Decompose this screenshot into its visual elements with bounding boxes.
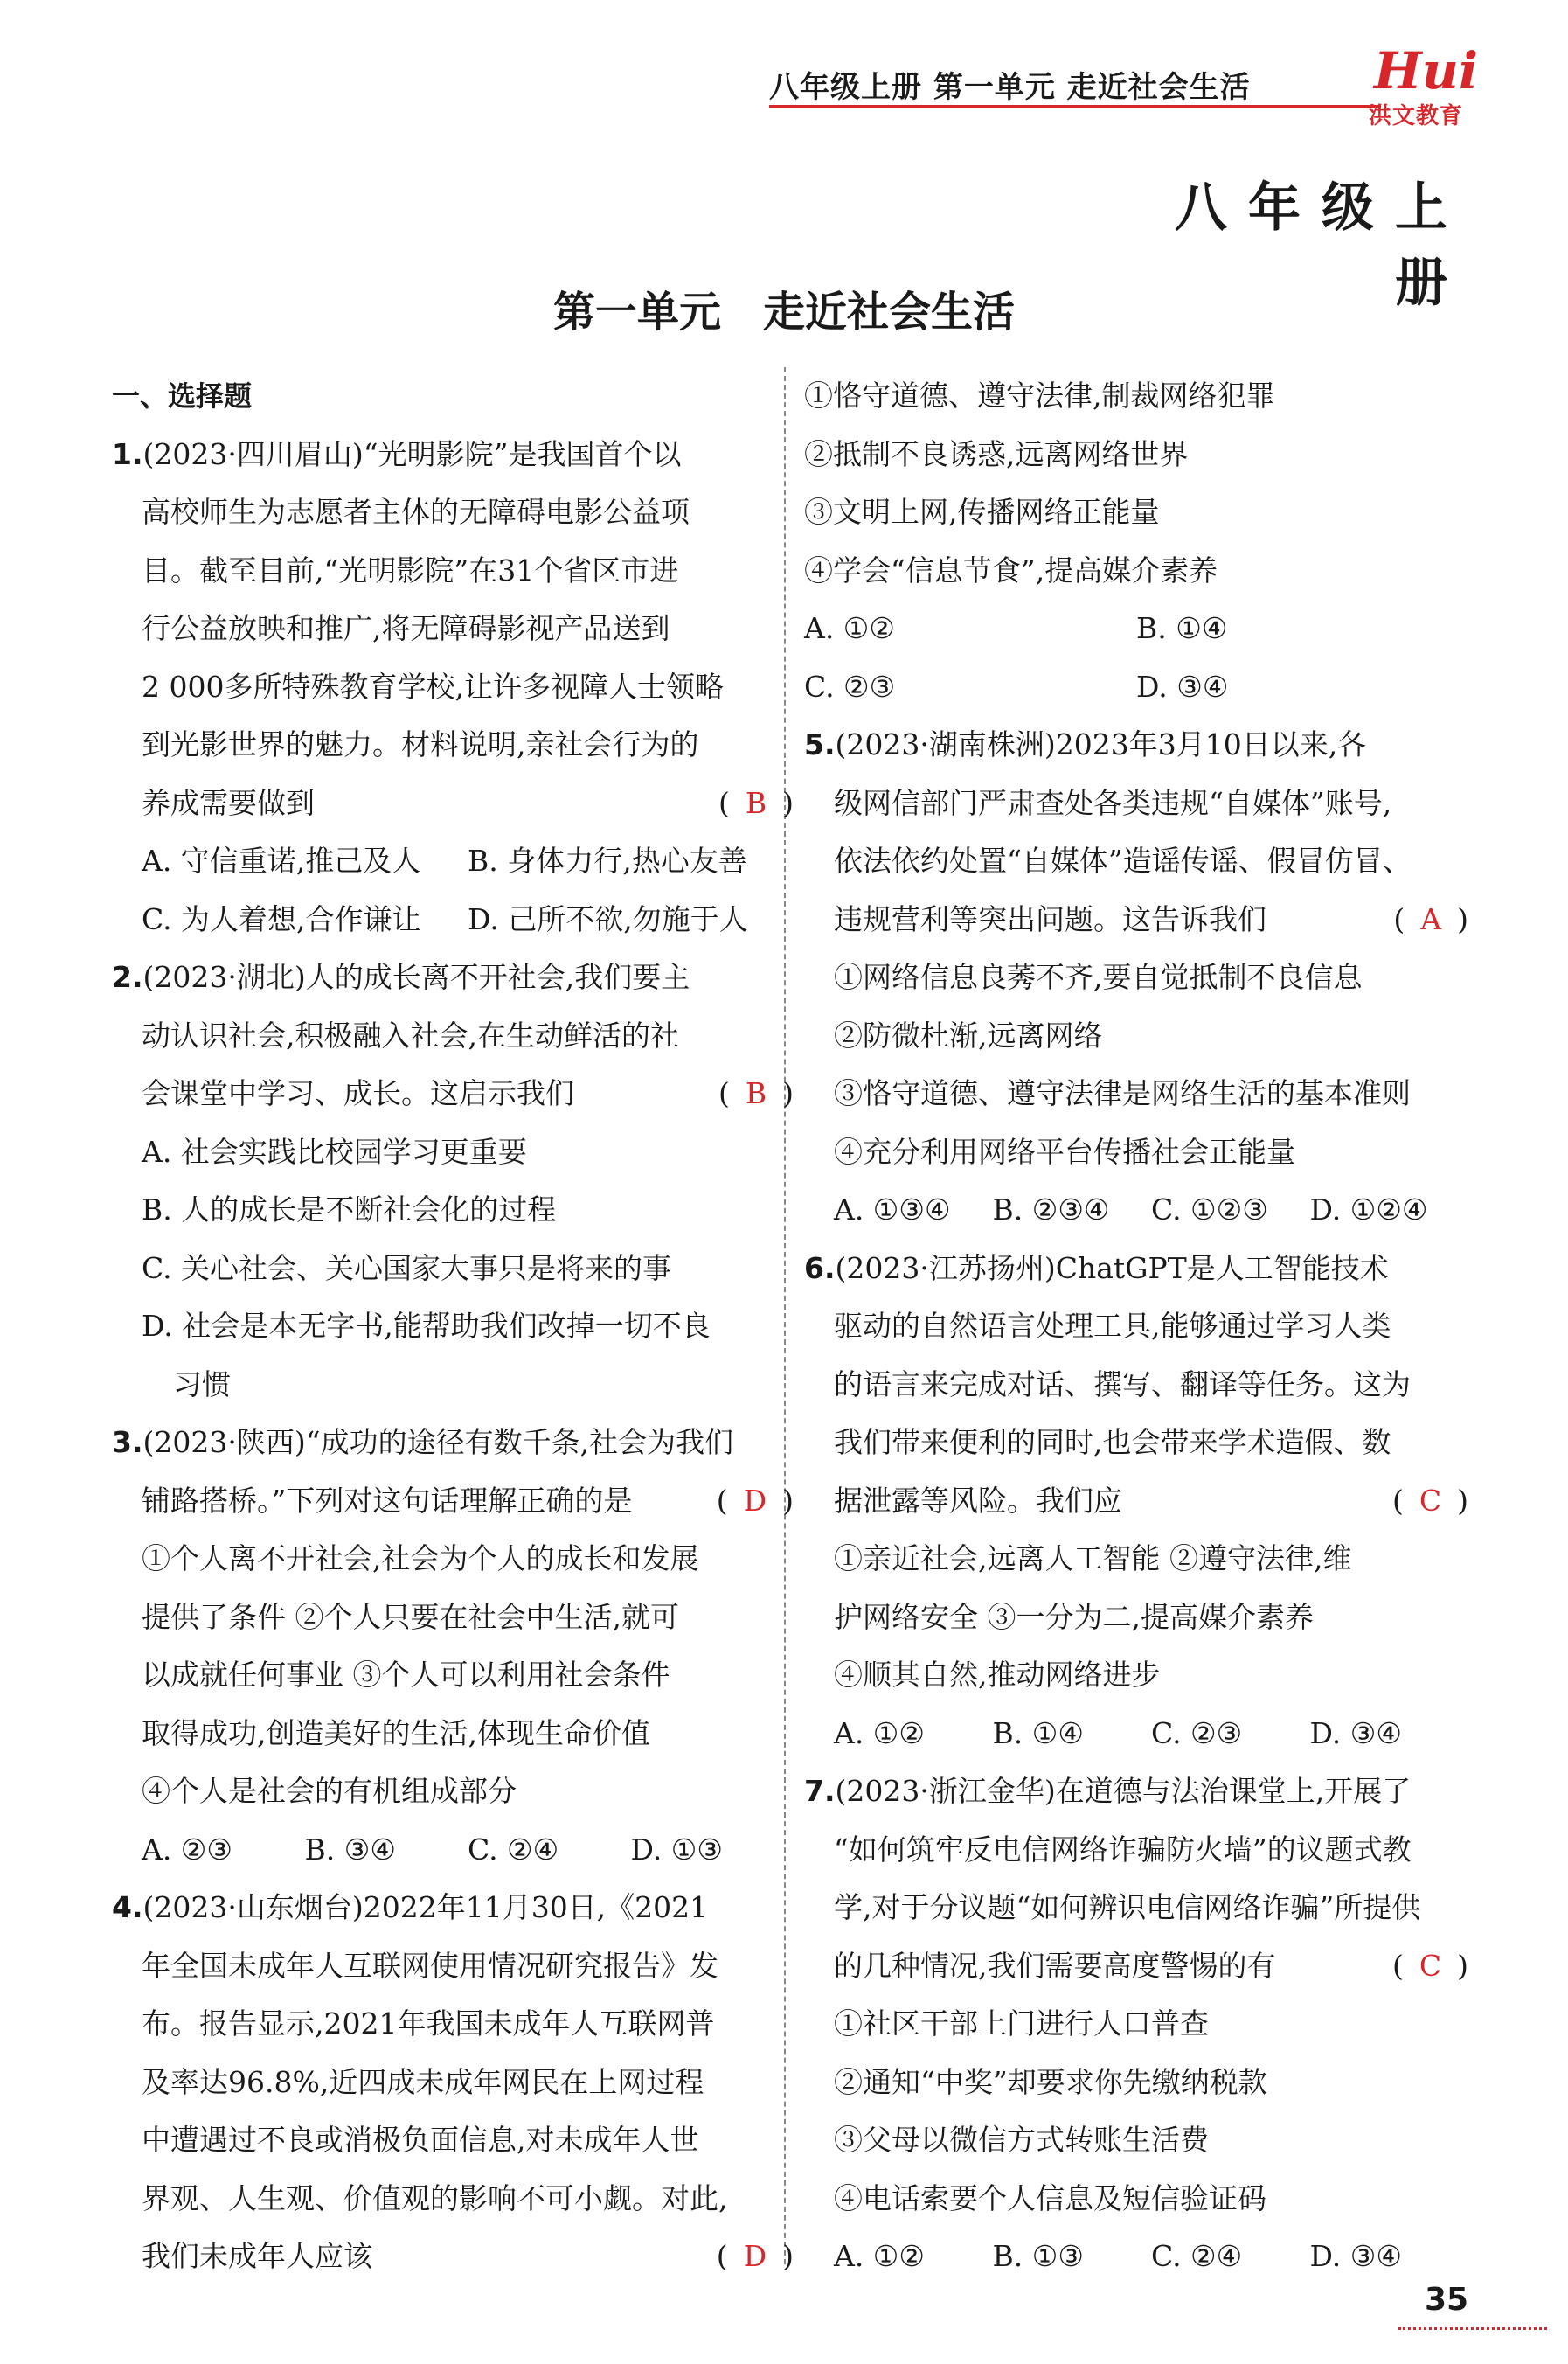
option: D. ③④: [1309, 2239, 1402, 2273]
question-text: (2023·浙江金华)在道德与法治课堂上,开展了: [835, 1774, 1412, 1808]
statement: ②通知“中奖”却要求你先缴纳税款: [834, 2064, 1267, 2099]
option: D. ③④: [1309, 1715, 1402, 1750]
question-4-continued: [804, 367, 1468, 716]
question-text: 行公益放映和推广,将无障碍影视产品送到: [142, 611, 670, 645]
option: A. ①②: [834, 2239, 925, 2273]
option: A. 守信重诺,推己及人: [142, 844, 421, 878]
question-text: 目。截至目前,“光明影院”在31个省区市进: [142, 553, 679, 588]
option: C. ②③: [804, 669, 896, 704]
question-number: 4.: [112, 1890, 143, 1924]
option: B. ②③④: [992, 1192, 1110, 1227]
question-text: 动认识社会,积极融入社会,在生动鲜活的社: [142, 1018, 679, 1053]
unit-name: 走近社会生活: [763, 288, 1016, 337]
question-number: 6.: [804, 1250, 836, 1285]
statement: ④电话索要个人信息及短信验证码: [834, 2180, 1266, 2215]
question-text: “如何筑牢反电信网络诈骗防火墙”的议题式教: [834, 1832, 1412, 1867]
statement: 护网络安全 ③一分为二,提高媒介素养: [834, 1599, 1314, 1634]
option: A. 社会实践比校园学习更重要: [142, 1134, 527, 1169]
header-rule: [769, 105, 1381, 108]
question-text: 铺路搭桥。”下列对这句话理解正确的是: [142, 1483, 633, 1518]
question-text: (2023·江苏扬州)ChatGPT是人工智能技术: [835, 1250, 1389, 1285]
answer-bracket: ( A ): [1393, 901, 1468, 936]
logo-brand: 洪文教育: [1369, 103, 1464, 129]
option: B. ①③: [992, 2239, 1084, 2273]
question-text: 中遭遇过不良或消极负面信息,对未成年人世: [142, 2123, 699, 2157]
option: B. 身体力行,热心友善: [468, 844, 747, 878]
question-text: 我们未成年人应该: [142, 2239, 372, 2273]
question-text: 到光影世界的魅力。材料说明,亲社会行为的: [142, 727, 699, 761]
question-text: 布。报告显示,2021年我国未成年人互联网普: [142, 2006, 715, 2041]
logo-mark: Hui: [1374, 41, 1479, 101]
grade-title: 八年级上册: [1175, 177, 1468, 314]
unit-title: [0, 278, 1568, 338]
running-header: 八年级上册 第一单元 走近社会生活: [769, 70, 1251, 105]
option: C. ②④: [1151, 2239, 1243, 2273]
option: D. 己所不欲,勿施于人: [468, 901, 748, 936]
statement: ③父母以微信方式转账生活费: [834, 2123, 1209, 2157]
question-text: 界观、人生观、价值观的影响不可小觑。对此,: [142, 2180, 728, 2215]
option: 习惯: [173, 1366, 231, 1401]
answer-letter: B: [745, 1076, 767, 1110]
page-number-underline: [1398, 2327, 1547, 2330]
question-text: (2023·四川眉山)“光明影院”是我国首个以: [142, 436, 682, 471]
option: C. 为人着想,合作谦让: [142, 901, 421, 936]
question-text: 2 000多所特殊教育学校,让许多视障人士领略: [142, 669, 724, 704]
statement: ①亲近社会,远离人工智能 ②遵守法律,维: [834, 1541, 1352, 1575]
statement: ①个人离不开社会,社会为个人的成长和发展: [142, 1541, 699, 1575]
option: C. ②④: [468, 1832, 559, 1867]
question-number: 2.: [112, 960, 143, 994]
statement: ④充分利用网络平台传播社会正能量: [834, 1134, 1295, 1169]
option: C. ①②③: [1151, 1192, 1268, 1227]
question-6: [804, 1240, 1468, 1763]
question-number: 1.: [112, 436, 143, 471]
statement: 以成就任何事业 ③个人可以利用社会条件: [142, 1658, 670, 1692]
statement: 提供了条件 ②个人只要在社会中生活,就可: [142, 1599, 679, 1634]
option: D. ①②④: [1309, 1192, 1428, 1227]
answer-letter: D: [743, 1483, 767, 1518]
question-number: 3.: [112, 1425, 143, 1459]
question-text: 高校师生为志愿者主体的无障碍电影公益项: [142, 495, 690, 529]
answer-bracket: ( D ): [716, 1483, 794, 1518]
answer-bracket: ( B ): [718, 785, 794, 820]
option: C. 关心社会、关心国家大事只是将来的事: [142, 1250, 672, 1285]
option: A. ②③: [142, 1832, 232, 1867]
option: D. 社会是本无字书,能帮助我们改掉一切不良: [142, 1309, 711, 1343]
question-text: 学,对于分议题“如何辨识电信网络诈骗”所提供: [834, 1890, 1421, 1924]
question-text: 级网信部门严肃查处各类违规“自媒体”账号,: [834, 785, 1392, 820]
left-column: [112, 367, 794, 2286]
question-3: [112, 1414, 794, 1879]
statement: ①社区干部上门进行人口普查: [834, 2006, 1209, 2041]
option: B. ③④: [304, 1832, 396, 1867]
answer-letter: B: [745, 785, 767, 820]
question-text: 的语言来完成对话、撰写、翻译等任务。这为: [834, 1366, 1411, 1401]
option: A. ①②: [834, 1715, 925, 1750]
answer-bracket: ( B ): [718, 1076, 794, 1110]
option: B. ①④: [992, 1715, 1084, 1750]
answer-bracket: ( C ): [1392, 1948, 1468, 1983]
statement: ②防微杜渐,远离网络: [834, 1018, 1103, 1053]
answer-letter: D: [743, 2239, 767, 2273]
question-text: 年全国未成年人互联网使用情况研究报告》发: [142, 1948, 718, 1983]
option: A. ①③④: [834, 1192, 951, 1227]
option: A. ①②: [804, 611, 895, 645]
statement: 取得成功,创造美好的生活,体现生命价值: [142, 1715, 650, 1750]
statement: ④学会“信息节食”,提高媒介素养: [804, 553, 1218, 588]
option: B. 人的成长是不断社会化的过程: [142, 1192, 557, 1227]
question-text: 依法依约处置“自媒体”造谣传谣、假冒仿冒、: [834, 844, 1412, 878]
statement: ②抵制不良诱惑,远离网络世界: [804, 436, 1189, 471]
question-number: 5.: [804, 727, 836, 761]
question-2: [112, 949, 794, 1414]
right-column: [804, 367, 1468, 2286]
question-text: 驱动的自然语言处理工具,能够通过学习人类: [834, 1309, 1391, 1343]
statement: ④个人是社会的有机组成部分: [142, 1774, 517, 1808]
question-5: [804, 716, 1468, 1240]
question-1: [112, 426, 794, 949]
section-heading: 一、选择题: [112, 379, 253, 413]
answer-letter: C: [1419, 1948, 1442, 1983]
answer-letter: C: [1419, 1483, 1442, 1518]
question-text: (2023·湖南株洲)2023年3月10日以来,各: [835, 727, 1367, 761]
statement: ①网络信息良莠不齐,要自觉抵制不良信息: [834, 960, 1363, 994]
answer-bracket: ( D ): [716, 2239, 794, 2273]
question-4: [112, 1879, 794, 2286]
statement: ③恪守道德、遵守法律是网络生活的基本准则: [834, 1076, 1411, 1110]
statement: ③文明上网,传播网络正能量: [804, 495, 1160, 529]
question-text: 我们带来便利的同时,也会带来学术造假、数: [834, 1425, 1391, 1459]
question-text: 养成需要做到: [142, 785, 315, 820]
option: D. ①③: [630, 1832, 723, 1867]
option: C. ②③: [1151, 1715, 1243, 1750]
statement: ④顺其自然,推动网络进步: [834, 1658, 1161, 1692]
answer-bracket: ( C ): [1392, 1483, 1468, 1518]
question-text: (2023·陕西)“成功的途径有数千条,社会为我们: [142, 1425, 734, 1459]
question-text: 据泄露等风险。我们应: [834, 1483, 1122, 1518]
statement: ①恪守道德、遵守法律,制裁网络犯罪: [804, 379, 1275, 413]
option: D. ③④: [1136, 669, 1229, 704]
answer-letter: A: [1420, 901, 1442, 936]
publisher-logo: [1362, 41, 1502, 129]
question-text: 会课堂中学习、成长。这启示我们: [142, 1076, 574, 1110]
question-number: 7.: [804, 1774, 836, 1808]
unit-number: 第一单元: [552, 288, 721, 337]
question-text: 及率达96.8%,近四成未成年网民在上网过程: [142, 2064, 704, 2099]
page-number: 35: [1425, 2282, 1469, 2318]
question-text: 违规营利等突出问题。这告诉我们: [834, 901, 1266, 936]
option: B. ①④: [1136, 611, 1228, 645]
question-text: 的几种情况,我们需要高度警惕的有: [834, 1948, 1276, 1983]
question-7: [804, 1763, 1468, 2286]
question-text: (2023·山东烟台)2022年11月30日,《2021: [142, 1890, 709, 1924]
question-text: (2023·湖北)人的成长离不开社会,我们要主: [142, 960, 690, 994]
